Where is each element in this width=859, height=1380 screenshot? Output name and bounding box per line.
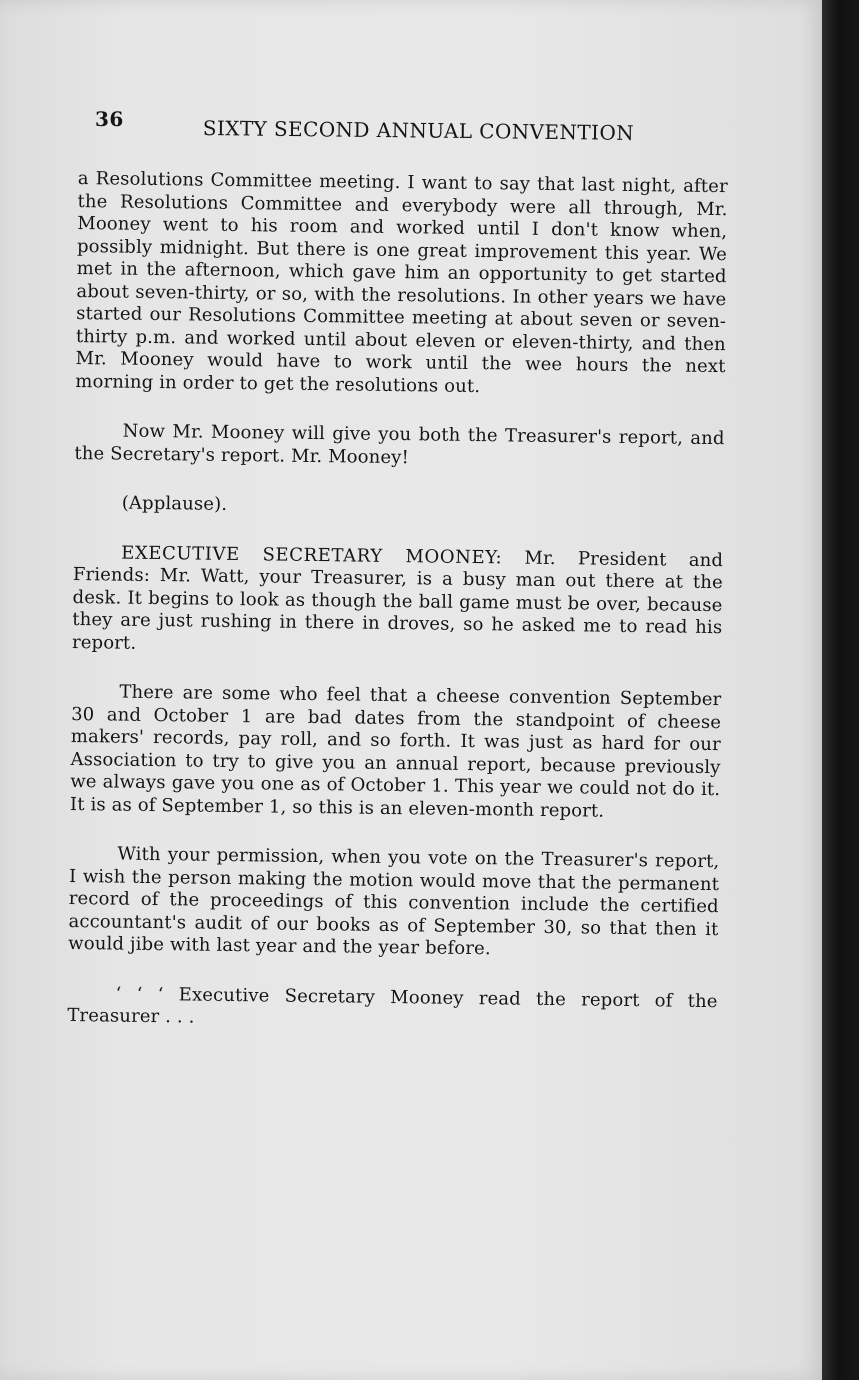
paragraph-introduce-mooney: Now Mr. Mooney will give you both the Treasurer's report, and the Secretary's report. Mr. Mooney! [74, 420, 725, 468]
paragraph-applause: (Applause). [121, 492, 228, 515]
speaker-label: EXECUTIVE SECRETARY MOONEY: [121, 542, 503, 568]
paragraph-resolutions-committee: a Resolutions Committee meeting. I want to say that last night, after the Resolutions Committee and everybody were all through, Mr. Mooney went to his room and worked until I don't know when, possibly midnight. But there is one great improvement this year. We met in the afternoon, which gave him an opportunity to get started about seven-thirty, or so, with the resolutions. In other years we have started our Resolutions Committee meeting at about seven or seven-thirty p.m. and worked until about eleven or eleven-thirty, and then Mr. Mooney would have to work until the wee hours the next morning in order to get the resolutions out. [75, 168, 728, 397]
paragraph-audit-motion: With your permission, when you vote on the Treasurer's report, I wish the person making the motion would move that the permanent record of the proceedings of this convention include the certified accountant's audit of our books as of September 30, so that then it would jibe with last year and the year before. [68, 843, 720, 960]
book-spine [822, 0, 859, 1380]
body-text [67, 168, 728, 1063]
speaker-remarks: Mr. President and Friends: Mr. Watt, your Treasurer, is a busy man out there at the desk. It begins to look as though the ball game must be over, because they are just rushing in there in droves, so he asked me to read his report. [71, 547, 724, 654]
running-title: SIXTY SECOND ANNUAL CONVENTION [202, 116, 635, 145]
paragraph-treasurer-report-note: ‘ ‘ ‘ Executive Secretary Mooney read the report of the Treasurer . . . [67, 983, 718, 1028]
page-number: 36 [95, 107, 124, 131]
paragraph-executive-secretary-remarks [72, 541, 723, 662]
paragraph-convention-dates: There are some who feel that a cheese convention September 30 and October 1 are bad dates from the standpoint of cheese makers' records, pay roll, and so forth. It was just as hard for our Association to try to give you an annual report, because previously we always gave you one as of October 1. This year we could not do it. It is as of September 1, so this is an eleven-month report. [69, 681, 722, 822]
